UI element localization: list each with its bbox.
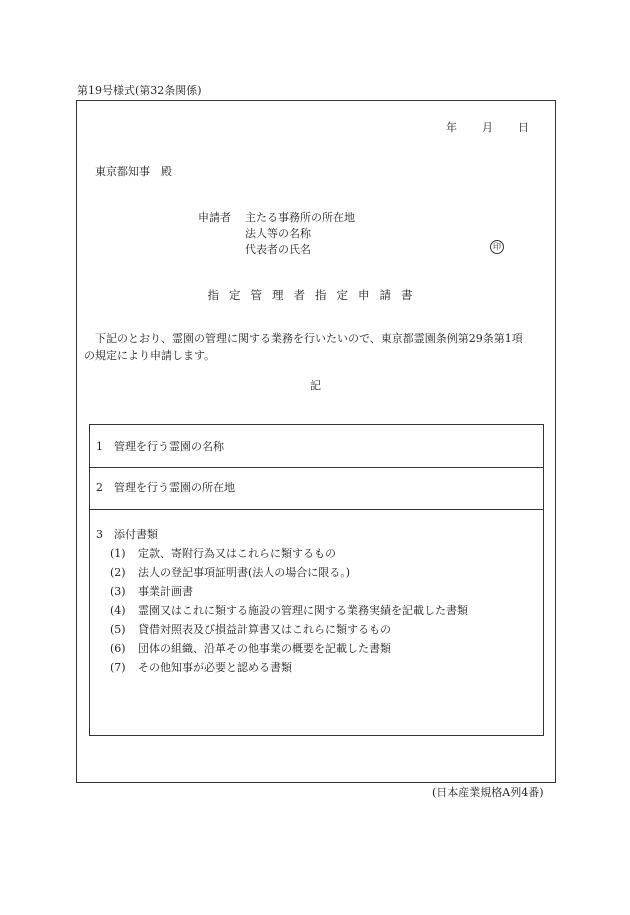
attachment-text: 団体の組織、沿革その他事業の概要を記載した書類	[138, 642, 391, 655]
body-line-2: の規定により申請します。	[84, 349, 216, 362]
applicant-label: 申請者	[198, 211, 231, 224]
items-table	[89, 424, 544, 736]
paper-size-note: (日本産業規格A列4番)	[432, 786, 544, 799]
attachment-num: (2)	[110, 566, 126, 579]
attachment-text: 霊園又はこれに類する施設の管理に関する業務実績を記載した書類	[138, 604, 468, 617]
attachment-num: (6)	[110, 642, 126, 655]
attachment-num: (1)	[110, 547, 126, 560]
attachment-text: その他知事が必要と認める書類	[138, 661, 292, 674]
form-number: 第19号様式(第32条関係)	[77, 84, 202, 97]
document-title: 指定管理者指定申請書	[207, 288, 423, 302]
attachment-num: (3)	[110, 585, 126, 598]
attachment-num: (4)	[110, 604, 126, 617]
attachment-num: (7)	[110, 661, 126, 674]
row-divider	[90, 509, 543, 510]
body-line-1: 下記のとおり、霊園の管理に関する業務を行いたいので、東京都霊園条例第29条第1項	[95, 332, 523, 345]
item-1: 1 管理を行う霊園の名称	[96, 440, 224, 453]
representative-label: 代表者の氏名	[245, 243, 311, 256]
attachment-text: 貸借対照表及び損益計算書又はこれらに類するもの	[138, 623, 391, 636]
row-divider	[90, 467, 543, 468]
attachment-text: 法人の登記事項証明書(法人の場合に限る。)	[138, 566, 351, 579]
date-year: 年	[446, 121, 457, 134]
addressee: 東京都知事 殿	[95, 165, 172, 178]
item-3-heading: 3 添付書類	[96, 528, 158, 541]
date-month: 月	[482, 121, 493, 134]
date-day: 日	[518, 121, 529, 134]
address-label: 主たる事務所の所在地	[245, 211, 355, 224]
attachment-text: 定款、寄附行為又はこれらに類するもの	[138, 547, 336, 560]
item-2: 2 管理を行う霊園の所在地	[96, 481, 235, 494]
seal-mark: 印	[490, 240, 504, 254]
org-name-label: 法人等の名称	[245, 227, 311, 240]
attachment-text: 事業計画書	[138, 585, 193, 598]
attachment-num: (5)	[110, 623, 126, 636]
ki-heading: 記	[310, 379, 321, 392]
